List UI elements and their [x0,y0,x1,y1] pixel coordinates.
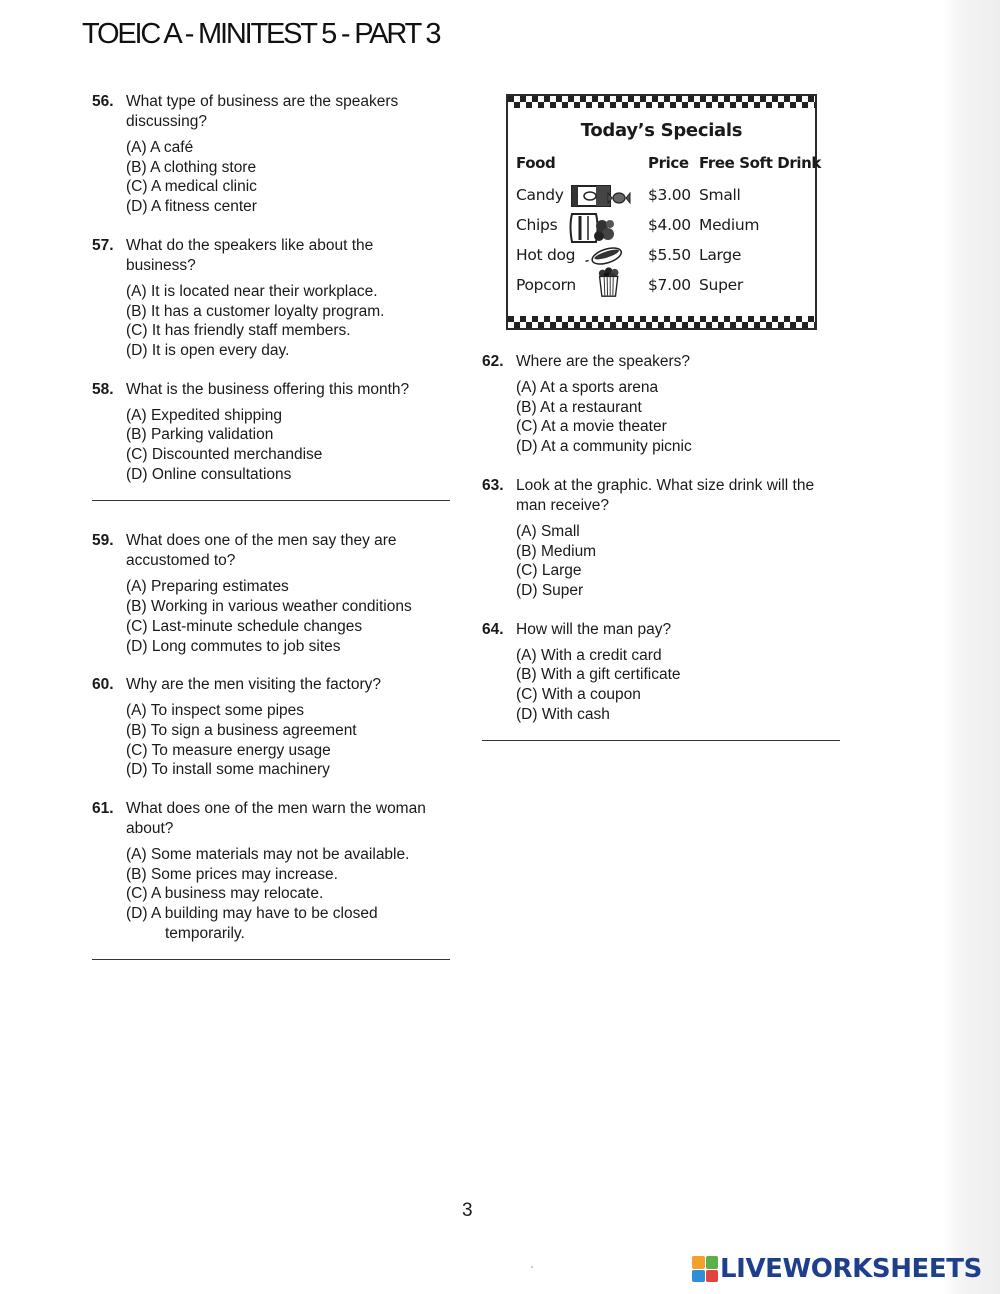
answer-option[interactable]: (C) It has friendly staff members. [126,322,351,340]
header-price: Price [648,154,689,172]
answer-options [516,646,842,725]
answer-option[interactable]: (D) A fitness center [126,198,257,216]
answer-option[interactable]: (C) Last-minute schedule changes [126,617,363,635]
question-60 [92,675,452,780]
question-number: 63. [482,476,504,494]
answer-options [126,138,452,217]
answer-option[interactable]: (A) A café [126,139,194,156]
question-number: 59. [92,532,114,550]
answer-option[interactable]: (B) Medium [516,542,597,560]
answer-option[interactable]: (B) To sign a business agreement [126,721,357,739]
question-58 [92,380,452,485]
specials-row [508,214,815,242]
answer-option[interactable]: (A) With a credit card [516,646,662,664]
answer-option[interactable]: (B) Some prices may increase. [126,865,338,883]
question-text: What does one of the men warn the woman about? [126,800,426,838]
question-number: 62. [482,353,504,370]
right-column [482,352,842,741]
answer-option[interactable]: (A) Small [516,522,580,540]
answer-option-text: (D) A building may have to be closed [126,905,378,923]
food-price: $3.00 [648,186,691,204]
answer-option[interactable]: (D) At a community picnic [516,438,692,456]
left-column [92,92,452,960]
answer-option[interactable]: (D) Long commutes to job sites [126,637,341,655]
answer-option[interactable]: (C) Large [516,562,582,580]
logo-square [692,1270,705,1283]
header-drink: Free Soft Drink [699,154,821,172]
question-57 [92,236,452,361]
answer-option[interactable]: (B) Parking validation [126,426,274,444]
specials-title: Today’s Specials [580,120,743,141]
question-text: Why are the men visiting the factory? [126,676,382,694]
food-price: $5.50 [648,246,691,264]
page-title: TOEIC A - MINITEST 5 - PART 3 [82,18,440,50]
logo-square [692,1256,705,1269]
header-food: Food [516,154,556,172]
logo-square [706,1270,719,1283]
question-56 [92,92,452,217]
checker-border-bottom [508,316,815,328]
answer-option[interactable]: (B) At a restaurant [516,398,642,416]
answer-options [126,406,452,485]
brand-name: LIVEWORKSHEETS [720,1254,982,1284]
answer-option[interactable]: (D) It is open every day. [126,341,290,359]
answer-option[interactable]: (A) Preparing estimates [126,578,289,596]
checker-border-top [508,96,815,108]
food-name: Hot dog [516,246,576,264]
answer-options [126,845,452,944]
question-64 [482,620,842,725]
answer-option[interactable]: (B) With a gift certificate [516,666,681,684]
answer-option[interactable]: (C) With a coupon [516,686,641,704]
answer-option[interactable]: (A) It is located near their workplace. [126,282,378,300]
answer-option[interactable]: (D) Super [516,581,584,599]
answer-options [126,282,452,361]
question-63 [482,476,842,601]
question-number: 56. [92,93,114,110]
question-text: What type of business are the speakers discussing? [126,93,399,130]
popcorn-icon [592,260,642,302]
food-price: $4.00 [648,216,691,234]
drink-size: Medium [699,216,760,234]
question-62 [482,352,842,457]
question-number: 64. [482,620,504,638]
question-number: 61. [92,800,114,818]
question-61 [92,799,452,944]
specials-board [506,94,821,330]
answer-option[interactable]: (B) A clothing store [126,158,257,176]
liveworksheets-logo-icon [692,1256,718,1282]
question-text: Look at the graphic. What size drink will the man receive? [516,476,815,514]
answer-option[interactable]: (D) To install some machinery [126,761,330,779]
logo-square [706,1256,719,1269]
question-text: What is the business offering this month? [126,380,410,398]
question-number: 57. [92,236,114,254]
section-divider [92,500,450,501]
page-edge-shadow [944,0,1000,1294]
answer-option[interactable]: (A) To inspect some pipes [126,702,305,720]
answer-option-continuation: temporarily. [165,924,245,942]
answer-options [126,701,452,780]
answer-option[interactable]: (D) With cash [516,705,610,723]
section-divider [482,740,840,741]
specials-row [508,244,815,272]
answer-option[interactable]: (C) A medical clinic [126,178,257,196]
answer-option[interactable]: (C) At a movie theater [516,418,667,436]
question-text: How will the man pay? [516,620,672,638]
food-price: $7.00 [648,276,691,294]
question-text: What does one of the men say they are accustomed to? [126,532,397,570]
answer-options [126,577,452,656]
liveworksheets-brand [692,1252,982,1286]
specials-row [508,184,815,212]
answer-option[interactable]: (B) It has a customer loyalty program. [126,302,385,320]
answer-option[interactable]: (A) Expedited shipping [126,406,282,424]
drink-size: Small [699,186,741,204]
question-59 [92,531,452,656]
answer-option[interactable]: (B) Working in various weather conditions [126,598,412,616]
food-name: Chips [516,216,558,234]
answer-option[interactable]: (D) Online consultations [126,465,292,483]
drink-size: Super [699,276,743,294]
drink-size: Large [699,246,742,264]
question-text: What do the speakers like about the business? [126,236,374,274]
chips-icon [566,208,632,244]
question-number: 58. [92,380,114,398]
answer-option[interactable]: (C) To measure energy usage [126,741,331,759]
answer-options [516,378,842,457]
answer-option[interactable]: (A) At a sports arena [516,379,659,396]
question-text: Where are the speakers? [516,353,691,370]
scan-speck [531,1266,533,1268]
food-name: Popcorn [516,276,576,294]
answer-option[interactable]: (C) A business may relocate. [126,885,324,903]
answer-option[interactable]: (C) Discounted merchandise [126,446,323,464]
answer-option[interactable] [126,904,452,943]
page-number: 3 [462,1200,473,1221]
specials-row [508,274,815,302]
answer-option[interactable]: (A) Some materials may not be available. [126,846,410,864]
question-number: 60. [92,676,114,694]
section-divider [92,959,450,960]
food-name: Candy [516,186,564,204]
answer-options [516,522,842,601]
